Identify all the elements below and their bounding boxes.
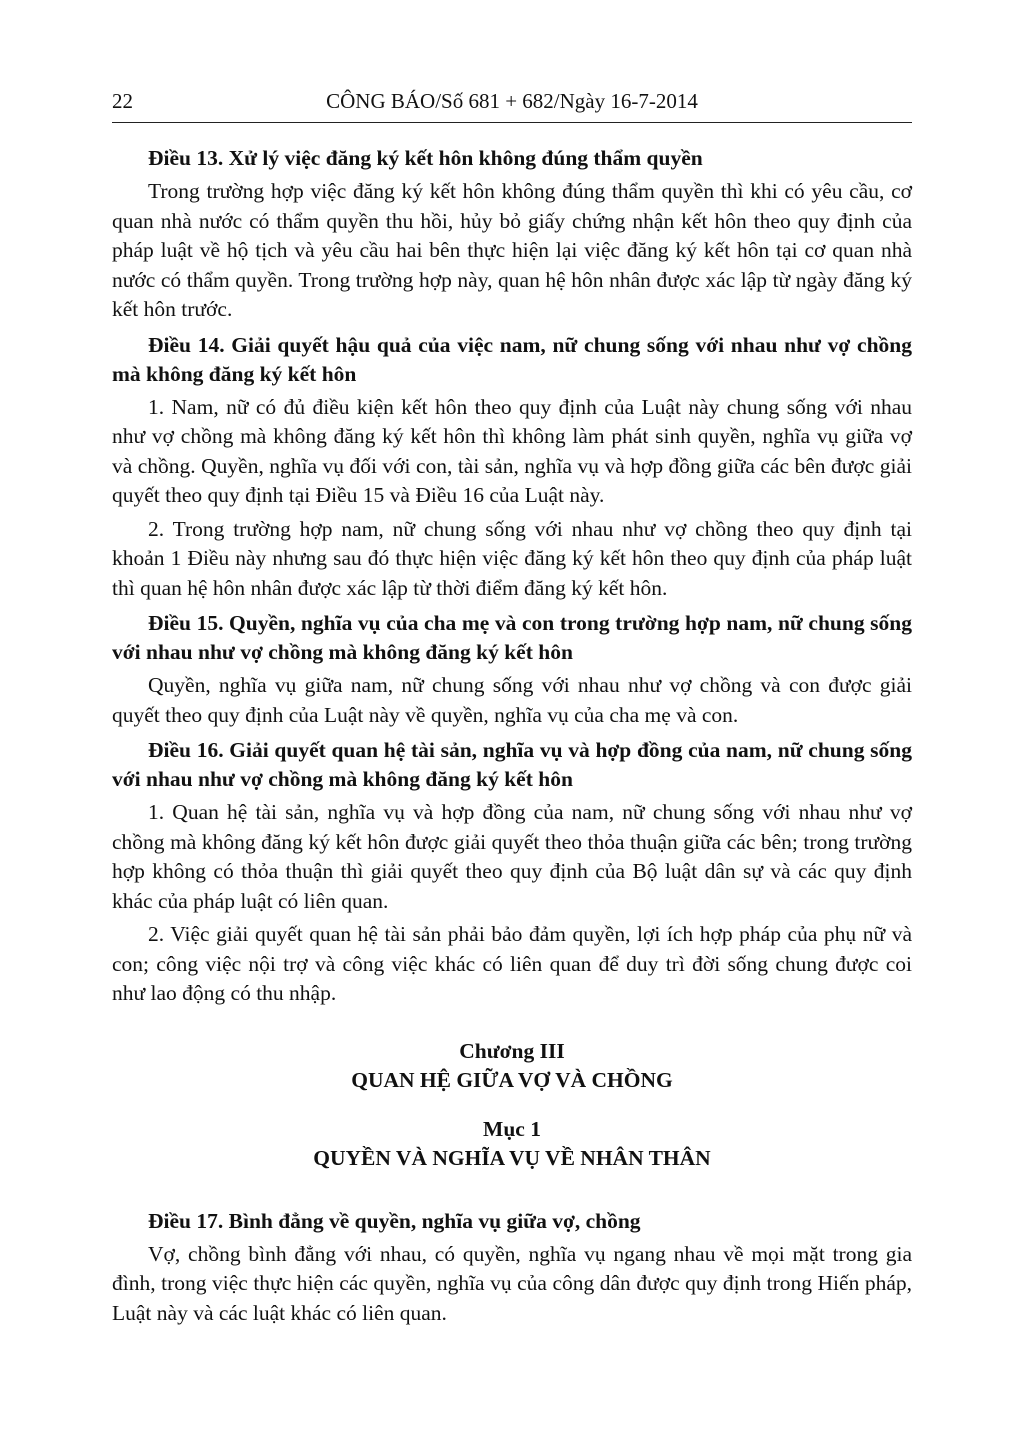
page-header (112, 88, 912, 123)
article-paragraph: 2. Trong trường hợp nam, nữ chung sống với nhau như vợ chồng theo quy định tại khoản 1 Điều này nhưng sau đó thực hiện việc đăng ký kết hôn theo quy định của pháp luật thì quan hệ hôn nhân được xác lập từ thời điểm đăng ký kết hôn. (112, 516, 912, 600)
article-16 (112, 736, 912, 1009)
article-heading: Điều 16. Giải quyết quan hệ tài sản, nghĩa vụ và hợp đồng của nam, nữ chung sống với nhau như vợ chồng mà không đăng ký kết hôn (112, 738, 912, 791)
article-paragraph: Quyền, nghĩa vụ giữa nam, nữ chung sống với nhau như vợ chồng và con được giải quyết theo quy định của Luật này về quyền, nghĩa vụ của cha mẹ và con. (112, 673, 912, 727)
chapter-title: QUAN HỆ GIỮA VỢ VÀ CHỒNG (351, 1067, 673, 1092)
section-title: QUYỀN VÀ NGHĨA VỤ VỀ NHÂN THÂN (313, 1145, 711, 1170)
article-paragraph: 1. Nam, nữ có đủ điều kiện kết hôn theo quy định của Luật này chung sống với nhau như vợ chồng mà không đăng ký kết hôn thì không làm phát sinh quyền, nghĩa vụ giữa vợ và chồng. Quyền, nghĩa vụ đối với con, tài sản, nghĩa vụ và hợp đồng giữa các bên được giải quyết theo quy định tại Điều 15 và Điều 16 của Luật này. (112, 394, 912, 507)
article-heading: Điều 17. Bình đẳng về quyền, nghĩa vụ giữa vợ, chồng (148, 1208, 641, 1233)
article-13 (112, 144, 912, 325)
article-14 (112, 331, 912, 604)
page-number: 22 (112, 89, 133, 113)
article-heading: Điều 13. Xử lý việc đăng ký kết hôn không đúng thẩm quyền (148, 146, 703, 170)
article-paragraph: Trong trường hợp việc đăng ký kết hôn không đúng thẩm quyền thì khi có yêu cầu, cơ quan nhà nước có thẩm quyền thu hồi, hủy bỏ giấy chứng nhận kết hôn theo quy định của pháp luật về hộ tịch và yêu cầu hai bên thực hiện lại việc đăng ký kết hôn tại cơ quan nhà nước có thẩm quyền. Trong trường hợp này, quan hệ hôn nhân được xác lập từ ngày đăng ký kết hôn trước. (112, 179, 912, 321)
section-label: Mục 1 (483, 1116, 541, 1141)
article-paragraph: Vợ, chồng bình đẳng với nhau, có quyền, nghĩa vụ ngang nhau về mọi mặt trong gia đình, trong việc thực hiện các quyền, nghĩa vụ của công dân được quy định trong Hiến pháp, Luật này và các luật khác có liên quan. (112, 1241, 912, 1325)
article-paragraph: 1. Quan hệ tài sản, nghĩa vụ và hợp đồng của nam, nữ chung sống với nhau như vợ chồng mà không đăng ký kết hôn được giải quyết theo thỏa thuận giữa các bên; trong trường hợp không có thỏa thuận thì giải quyết theo quy định của Bộ luật dân sự và các quy định khác của pháp luật có liên quan. (112, 800, 912, 913)
document-body (112, 144, 912, 1334)
chapter-label: Chương III (459, 1038, 565, 1063)
section-heading (112, 1115, 912, 1173)
article-heading: Điều 14. Giải quyết hậu quả của việc nam, nữ chung sống với nhau như vợ chồng mà không đăng ký kết hôn (112, 332, 912, 386)
gazette-title: CÔNG BÁO/Số 681 + 682/Ngày 16-7-2014 (326, 89, 698, 113)
article-15 (112, 609, 912, 730)
article-heading: Điều 15. Quyền, nghĩa vụ của cha mẹ và con trong trường hợp nam, nữ chung sống với nhau như vợ chồng mà không đăng ký kết hôn (112, 611, 912, 664)
chapter-heading (112, 1037, 912, 1095)
article-paragraph: 2. Việc giải quyết quan hệ tài sản phải bảo đảm quyền, lợi ích hợp pháp của phụ nữ và con; công việc nội trợ và công việc khác có liên quan để duy trì đời sống chung được coi như lao động có thu nhập. (112, 922, 912, 1005)
article-17 (112, 1207, 912, 1329)
